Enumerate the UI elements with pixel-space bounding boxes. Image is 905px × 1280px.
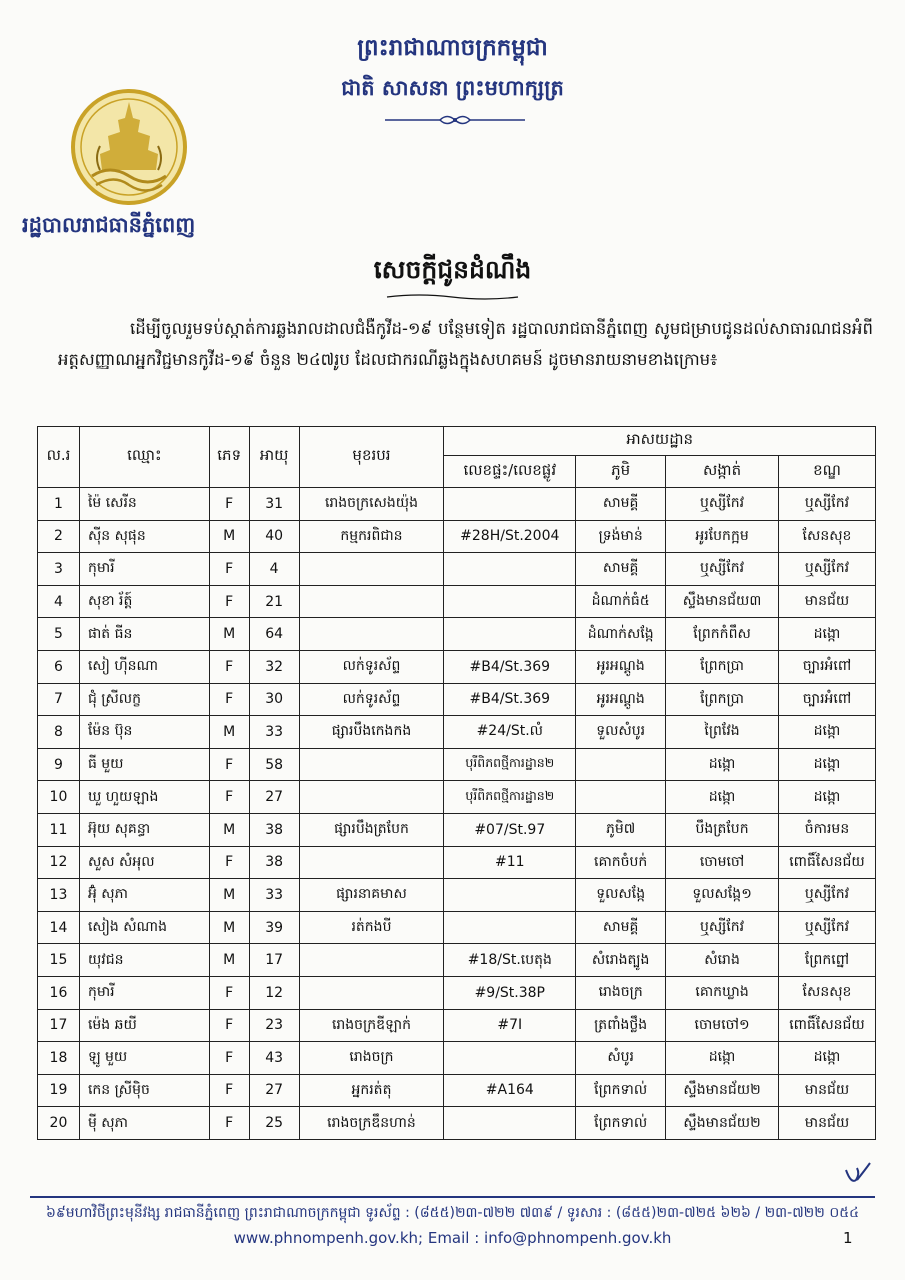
cell-name: ម៉ៃ សេរីន [79,488,209,521]
cell-age: 30 [249,683,299,716]
table-row [38,520,876,553]
cell-no: 18 [38,1042,80,1075]
cell-district: មានជ័យ [778,1074,875,1107]
cell-house [444,1042,576,1075]
cell-name: កុមារី [79,553,209,586]
cell-house: #9/St.38P [444,976,576,1009]
cell-village: ត្រពាំងថ្លឹង [576,1009,666,1042]
cell-age: 39 [249,911,299,944]
cell-village [576,781,666,814]
cell-no: 10 [38,781,80,814]
header-name: ឈ្មោះ [79,427,209,488]
cell-district: មានជ័យ [778,1107,875,1140]
table-row [38,1009,876,1042]
cell-no: 17 [38,1009,80,1042]
cell-village: ទ្រង់មាន់ [576,520,666,553]
cell-house [444,1107,576,1140]
table-row [38,911,876,944]
cell-job: រត់កងបី [299,911,444,944]
cell-sex: F [209,976,249,1009]
table-row [38,683,876,716]
cell-house [444,618,576,651]
cell-district: ដង្កោ [778,781,875,814]
cell-sex: F [209,553,249,586]
cell-age: 64 [249,618,299,651]
cell-district: ចំការមន [778,813,875,846]
cell-no: 20 [38,1107,80,1140]
cell-job [299,781,444,814]
cell-sex: M [209,944,249,977]
cell-age: 43 [249,1042,299,1075]
cell-commune: បឹងត្របែក [666,813,779,846]
table-row [38,553,876,586]
cell-name: ឃួ ហួយឡាង [79,781,209,814]
cell-commune: ព្រៃវែង [666,716,779,749]
cell-name: សួស សំអុល [79,846,209,879]
cell-district: ឬស្សីកែវ [778,911,875,944]
cell-sex: F [209,1074,249,1107]
notice-intro-paragraph [58,313,873,375]
intro-text: ដើម្បីចូលរួមទប់ស្កាត់ការឆ្លងរាលដាលជំងឺកូវីដ-១៩ បន្ថែមទៀត រដ្ឋបាលរាជធានីភ្នំពេញ សូមជម្រាបជូនដល់សាធារណជនអំពីអត្តសញ្ញាណអ្នកវិជ្ជមានកូវីដ-១៩ ចំនួន ២៤៧រូប ដែលជាករណីឆ្លងក្នុងសហគមន៍ ដូចមានរាយនាមខាងក្រោម៖ [58,319,873,369]
cases-table-body [38,488,876,1140]
cell-house: #B4/St.369 [444,683,576,716]
cell-house [444,553,576,586]
cell-no: 5 [38,618,80,651]
cell-name: ឡូ មួយ [79,1042,209,1075]
cell-age: 58 [249,748,299,781]
cell-commune: ទួលសង្កែ១ [666,879,779,912]
cell-age: 21 [249,585,299,618]
cell-age: 40 [249,520,299,553]
cell-job [299,846,444,879]
table-row [38,846,876,879]
cell-job [299,585,444,618]
cell-house: #18/St.បេតុង [444,944,576,977]
cell-district: ដង្កោ [778,1042,875,1075]
header-sex: ភេទ [209,427,249,488]
notice-title: សេចក្ដីជូនដំណឹង [373,255,532,284]
header-no: ល.រ [38,427,80,488]
cell-no: 16 [38,976,80,1009]
cell-name: សៀ ហ៊ីនណា [79,650,209,683]
table-row [38,944,876,977]
cell-village: ដំណាក់សង្កែ [576,618,666,651]
cell-age: 32 [249,650,299,683]
cell-village: សាមគ្គី [576,553,666,586]
cell-sex: M [209,813,249,846]
cell-district: ព្រែកព្នៅ [778,944,875,977]
national-motto: ជាតិ សាសនា ព្រះមហាក្សត្រ [341,76,564,100]
page-number: 1 [843,1229,853,1247]
cell-job [299,944,444,977]
cell-name: អ៊ុយ សុគន្ធា [79,813,209,846]
footer-contact: www.phnompenh.gov.kh; Email : info@phnompenh.gov.kh [233,1229,672,1247]
cell-no: 12 [38,846,80,879]
cell-commune: សំរោង [666,944,779,977]
table-row [38,748,876,781]
cell-commune: ចោមចៅ១ [666,1009,779,1042]
table-row [38,488,876,521]
cell-sex: M [209,618,249,651]
cell-sex: F [209,683,249,716]
cell-house: បុរីពិភពថ្មីការដ្ឋាន២ [444,748,576,781]
cell-age: 27 [249,1074,299,1107]
cell-sex: F [209,748,249,781]
cell-name: កេន ស្រីម៉ិច [79,1074,209,1107]
table-row [38,781,876,814]
cell-no: 1 [38,488,80,521]
cell-sex: F [209,650,249,683]
cell-name: ផាត់ ធីន [79,618,209,651]
table-row [38,618,876,651]
table-row [38,585,876,618]
cell-district: ឬស្សីកែវ [778,553,875,586]
cell-village: រោងចក្រ [576,976,666,1009]
cell-age: 33 [249,879,299,912]
cell-district: ឬស្សីកែវ [778,879,875,912]
cell-commune: ស្ទឹងមានជ័យ៣ [666,585,779,618]
cell-commune: ព្រែកប្រា [666,683,779,716]
cell-job: ផ្សារបឹងត្របែក [299,813,444,846]
cell-district: ច្បារអំពៅ [778,683,875,716]
cell-job: រោងចក្រឌីឡាក់ [299,1009,444,1042]
table-row [38,879,876,912]
cell-house: #B4/St.369 [444,650,576,683]
cell-village: សំបូរ [576,1042,666,1075]
cell-no: 7 [38,683,80,716]
cell-job: ផ្សារនាគមាស [299,879,444,912]
cell-no: 14 [38,911,80,944]
initial-signature-icon [843,1160,873,1186]
cell-no: 19 [38,1074,80,1107]
cell-no: 15 [38,944,80,977]
cell-house: #7I [444,1009,576,1042]
cell-house: #11 [444,846,576,879]
cell-no: 4 [38,585,80,618]
cell-village: អូរអណ្ដូង [576,683,666,716]
footer-address: ៦៩មហាវិថីព្រះមុនីវង្ស រាជធានីភ្នំពេញ ព្រះរាជាណាចក្រកម្ពុជា ទូរស័ព្ទ : (៨៥៥)២៣-៧២២ ៧៣៩ / ទូរសារ : (៨៥៥)២៣-៧២៥ ៦២៦ / ២៣-៧២២ ០៥៤ [45,1205,860,1221]
municipal-administration-name: រដ្ឋបាលរាជធានីភ្នំពេញ [22,213,196,237]
cell-commune: គោកឃ្លាង [666,976,779,1009]
cell-name: សុខា រ័ត្ត៍ [79,585,209,618]
cell-age: 4 [249,553,299,586]
table-row [38,813,876,846]
cell-no: 13 [38,879,80,912]
cell-commune: ដង្កោ [666,781,779,814]
cell-commune: ស្ទឹងមានជ័យ២ [666,1074,779,1107]
table-row [38,1074,876,1107]
table-row [38,650,876,683]
cell-commune: ស្ទឹងមានជ័យ២ [666,1107,779,1140]
cell-job [299,748,444,781]
footer-divider [30,1196,875,1198]
cell-sex: F [209,488,249,521]
cell-job: លក់ទូរស័ព្ទ [299,650,444,683]
cell-village: ព្រែកទាល់ [576,1107,666,1140]
cell-village: ភូមិ៧ [576,813,666,846]
header-house-street: លេខផ្ទះ/លេខផ្លូវ [444,456,576,488]
cell-name: ស៊ីន សុផុន [79,520,209,553]
cell-no: 6 [38,650,80,683]
header-commune: សង្កាត់ [666,456,779,488]
table-row [38,1107,876,1140]
title-underline-icon [385,293,520,301]
cell-no: 3 [38,553,80,586]
cell-village: អូរអណ្ដូង [576,650,666,683]
cell-age: 38 [249,846,299,879]
cell-district: ពោធិ៍សែនជ័យ [778,846,875,879]
ornament-divider-icon [380,113,530,127]
cell-district: ដង្កោ [778,716,875,749]
cell-village: ព្រែកទាល់ [576,1074,666,1107]
cell-sex: F [209,1107,249,1140]
cell-village [576,748,666,781]
cell-commune: ឬស្សីកែវ [666,553,779,586]
cell-sex: M [209,879,249,912]
cell-no: 9 [38,748,80,781]
cell-sex: F [209,781,249,814]
header-age: អាយុ [249,427,299,488]
cell-district: ឬស្សីកែវ [778,488,875,521]
cell-sex: M [209,911,249,944]
kingdom-heading: ព្រះរាជាណាចក្រកម្ពុជា [357,35,548,61]
cell-age: 38 [249,813,299,846]
cell-name: ជុំ ស្រីលក្ខ [79,683,209,716]
header-district: ខណ្ឌ [778,456,875,488]
cell-house [444,879,576,912]
cell-sex: F [209,585,249,618]
cell-commune: ដង្កោ [666,1042,779,1075]
cell-district: សែនសុខ [778,520,875,553]
cell-district: ដង្កោ [778,618,875,651]
cell-house [444,911,576,944]
cell-district: ច្បារអំពៅ [778,650,875,683]
cell-village: ដំណាក់ធំ៥ [576,585,666,618]
cell-commune: អូរបែកក្អម [666,520,779,553]
cell-village: សំរោងត្បូង [576,944,666,977]
header-address: អាសយដ្ឋាន [444,427,876,456]
cell-name: កុមារី [79,976,209,1009]
header-village: ភូមិ [576,456,666,488]
cell-village: គោកចំបក់ [576,846,666,879]
cell-age: 31 [249,488,299,521]
cell-commune: ចោមចៅ [666,846,779,879]
cell-name: ម៉ី សុភា [79,1107,209,1140]
cell-village: ទួលសំបូរ [576,716,666,749]
cell-house [444,585,576,618]
phnom-penh-seal-icon [70,88,188,206]
cell-sex: M [209,716,249,749]
cell-job: អ្នករត់តុ [299,1074,444,1107]
cell-village: សាមគ្គី [576,911,666,944]
cell-village: សាមគ្គី [576,488,666,521]
cell-commune: ឬស្សីកែវ [666,911,779,944]
cell-district: មានជ័យ [778,585,875,618]
cell-job: លក់ទូរស័ព្ទ [299,683,444,716]
cell-district: ដង្កោ [778,748,875,781]
cell-job: ផ្សារបឹងកេងកង [299,716,444,749]
cell-age: 33 [249,716,299,749]
cell-no: 8 [38,716,80,749]
cell-job [299,976,444,1009]
cell-job [299,618,444,651]
cell-sex: F [209,1042,249,1075]
table-row [38,1042,876,1075]
cell-job: កម្មករពិជាន [299,520,444,553]
cell-job: រោងចក្រសេងយ៉ុង [299,488,444,521]
cell-job: រោងចក្រ [299,1042,444,1075]
cell-commune: ព្រែកប្រា [666,650,779,683]
header-occupation: មុខរបរ [299,427,444,488]
cell-house: #28H/St.2004 [444,520,576,553]
cell-sex: F [209,846,249,879]
cell-commune: ព្រែកកំពឹស [666,618,779,651]
cell-no: 11 [38,813,80,846]
cell-house: #07/St.97 [444,813,576,846]
table-row [38,716,876,749]
cell-name: ធី មួយ [79,748,209,781]
cell-age: 27 [249,781,299,814]
cell-house: បុរីពិភពថ្មីការដ្ឋាន២ [444,781,576,814]
cell-house: #A164 [444,1074,576,1107]
cell-village: ទួលសង្កែ [576,879,666,912]
cell-age: 12 [249,976,299,1009]
cell-house [444,488,576,521]
cell-sex: F [209,1009,249,1042]
cell-name: ម៉េង ឆយី [79,1009,209,1042]
cell-district: សែនសុខ [778,976,875,1009]
cases-table [37,426,876,1140]
cell-job: រោងចក្រឌឹនហាន់ [299,1107,444,1140]
cell-job [299,553,444,586]
cell-age: 17 [249,944,299,977]
cell-district: ពោធិ៍សែនជ័យ [778,1009,875,1042]
cell-age: 25 [249,1107,299,1140]
cell-commune: ដង្កោ [666,748,779,781]
cell-name: សៀង សំណាង [79,911,209,944]
cell-sex: M [209,520,249,553]
cell-house: #24/St.លំ [444,716,576,749]
cell-name: ម៉ែន ប៊ុន [79,716,209,749]
cell-name: អ៊ុំ សុភា [79,879,209,912]
cell-no: 2 [38,520,80,553]
table-row [38,976,876,1009]
cell-age: 23 [249,1009,299,1042]
cell-commune: ឬស្សីកែវ [666,488,779,521]
cell-name: យុវជន [79,944,209,977]
